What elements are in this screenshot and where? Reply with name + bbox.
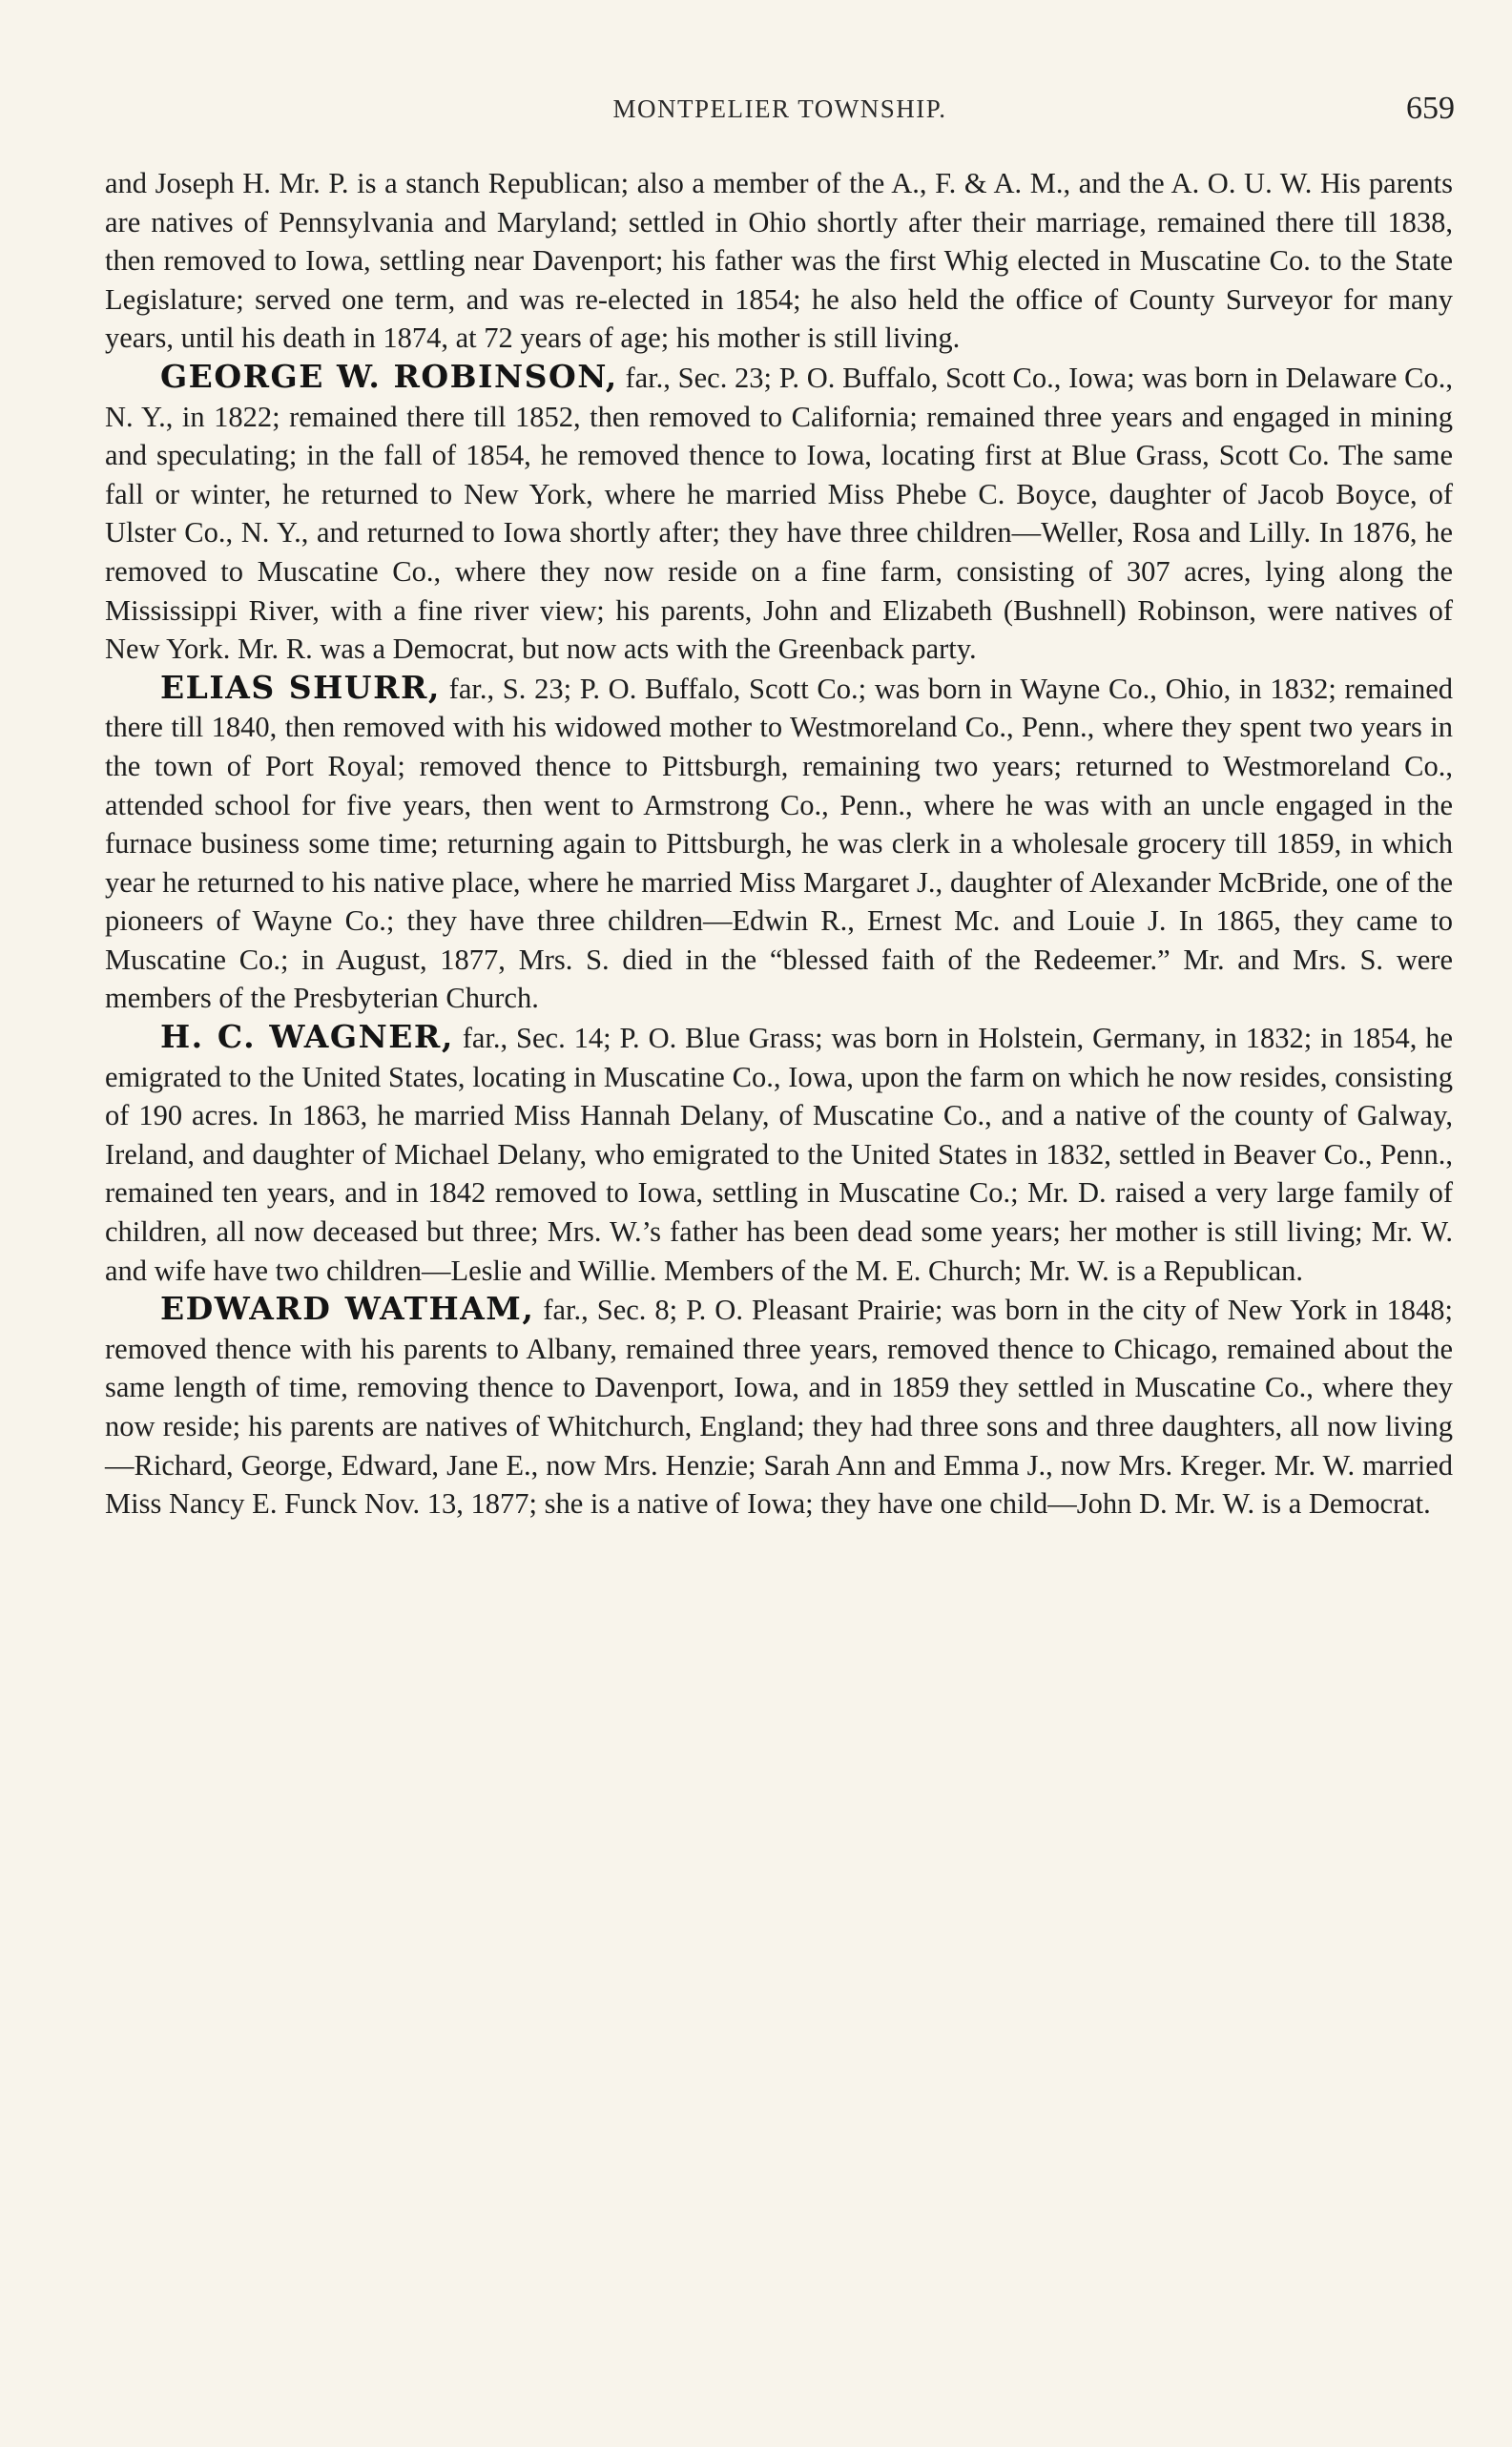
biography-entry bbox=[105, 1290, 1453, 1524]
page-number: 659 bbox=[1406, 91, 1455, 126]
biography-entry bbox=[105, 669, 1453, 1018]
entry-text: far., Sec. 23; P. O. Buffalo, Scott Co., Iowa; was born in Delaware Co., N. Y., in 1822; remained there till 1852, then removed to California; remained three years and engaged in mining and speculating; in the fall of 1854, he removed thence to Iowa, locating first at Blue Grass, Scott Co. The same fall or winter, he returned to New York, where he married Miss Phebe C. Boyce, daughter of Jacob Boyce, of Ulster Co., N. Y., and returned to Iowa shortly after; they have three children—Weller, Rosa and Lilly. In 1876, he removed to Muscatine Co., where they now reside on a fine farm, consisting of 307 acres, lying along the Mississippi River, with a fine river view; his parents, John and Elizabeth (Bushnell) Robinson, were natives of New York. Mr. R. was a Democrat, but now acts with the Greenback party. bbox=[105, 361, 1454, 666]
entry-name: GEORGE W. ROBINSON, bbox=[160, 357, 618, 395]
entry-text: and Joseph H. Mr. P. is a stanch Republican; also a member of the A., F. & A. M., and the A. O. U. W. His parents are natives of Pennsylvania and Maryland; settled in Ohio shortly after their marriage, remained there till 1838, then removed to Iowa, settling near Davenport; his father was the first Whig elected in Muscatine Co. to the State Legislature; served one term, and was re-elected in 1854; he also held the office of County Surveyor for many years, until his death in 1874, at 72 years of age; his mother is still living. bbox=[105, 167, 1453, 355]
entry-text: far., Sec. 14; P. O. Blue Grass; was born in Holstein, Germany, in 1832; in 1854, he emigrated to the United States, locating in Muscatine Co., Iowa, upon the farm on which he now resides, consisting of 190 acres. In 1863, he married Miss Hannah Delany, of Muscatine Co., and a native of the county of Galway, Ireland, and daughter of Michael Delany, who emigrated to the United States in 1832, settled in Beaver Co., Penn., remained ten years, and in 1842 removed to Iowa, settling in Muscatine Co.; Mr. D. raised a very large family of children, all now deceased but three; Mrs. W.’s father has been dead some years; her mother is still living; Mr. W. and wife have two children—Leslie and Willie. Members of the M. E. Church; Mr. W. is a Republican. bbox=[105, 1022, 1454, 1287]
entry-name: ELIAS SHURR, bbox=[160, 668, 441, 706]
biography-entry bbox=[105, 1018, 1453, 1290]
entry-text: far., S. 23; P. O. Buffalo, Scott Co.; was born in Wayne Co., Ohio, in 1832; remained there till 1840, then removed with his widowed mother to Westmoreland Co., Penn., where they spent two years in the town of Port Royal; removed thence to Pittsburgh, remaining two years; returned to Westmoreland Co., attended school for five years, then went to Armstrong Co., Penn., where he was with an uncle engaged in the furnace business some time; returning again to Pittsburgh, he was clerk in a wholesale grocery till 1859, in which year he returned to his native place, where he married Miss Margaret J., daughter of Alexander McBride, one of the pioneers of Wayne Co.; they have three children—Edwin R., Ernest Mc. and Louie J. In 1865, they came to Muscatine Co.; in August, 1877, Mrs. S. died in the “blessed faith of the Redeemer.” Mr. and Mrs. S. were members of the Presbyterian Church. bbox=[105, 672, 1453, 1015]
biography-column bbox=[105, 164, 1453, 1524]
entry-name: EDWARD WATHAM, bbox=[160, 1290, 535, 1328]
biography-continuation bbox=[105, 164, 1453, 358]
entry-name: H. C. WAGNER, bbox=[160, 1018, 454, 1056]
running-title: MONTPELIER TOWNSHIP. bbox=[612, 94, 947, 123]
entry-text: far., Sec. 8; P. O. Pleasant Prairie; was born in the city of New York in 1848; removed thence with his parents to Albany, remained three years, removed thence to Chicago, remained about the same length of time, removing thence to Davenport, Iowa, and in 1859 they settled in Muscatine Co., where they now reside; his parents are natives of Whitchurch, England; they had three sons and three daughters, all now living—Richard, George, Edward, Jane E., now Mrs. Henzie; Sarah Ann and Emma J., now Mrs. Kreger. Mr. W. married Miss Nancy E. Funck Nov. 13, 1877; she is a native of Iowa; they have one child—John D. Mr. W. is a Democrat. bbox=[105, 1294, 1453, 1521]
biography-entry bbox=[105, 358, 1453, 669]
running-header bbox=[105, 91, 1455, 135]
